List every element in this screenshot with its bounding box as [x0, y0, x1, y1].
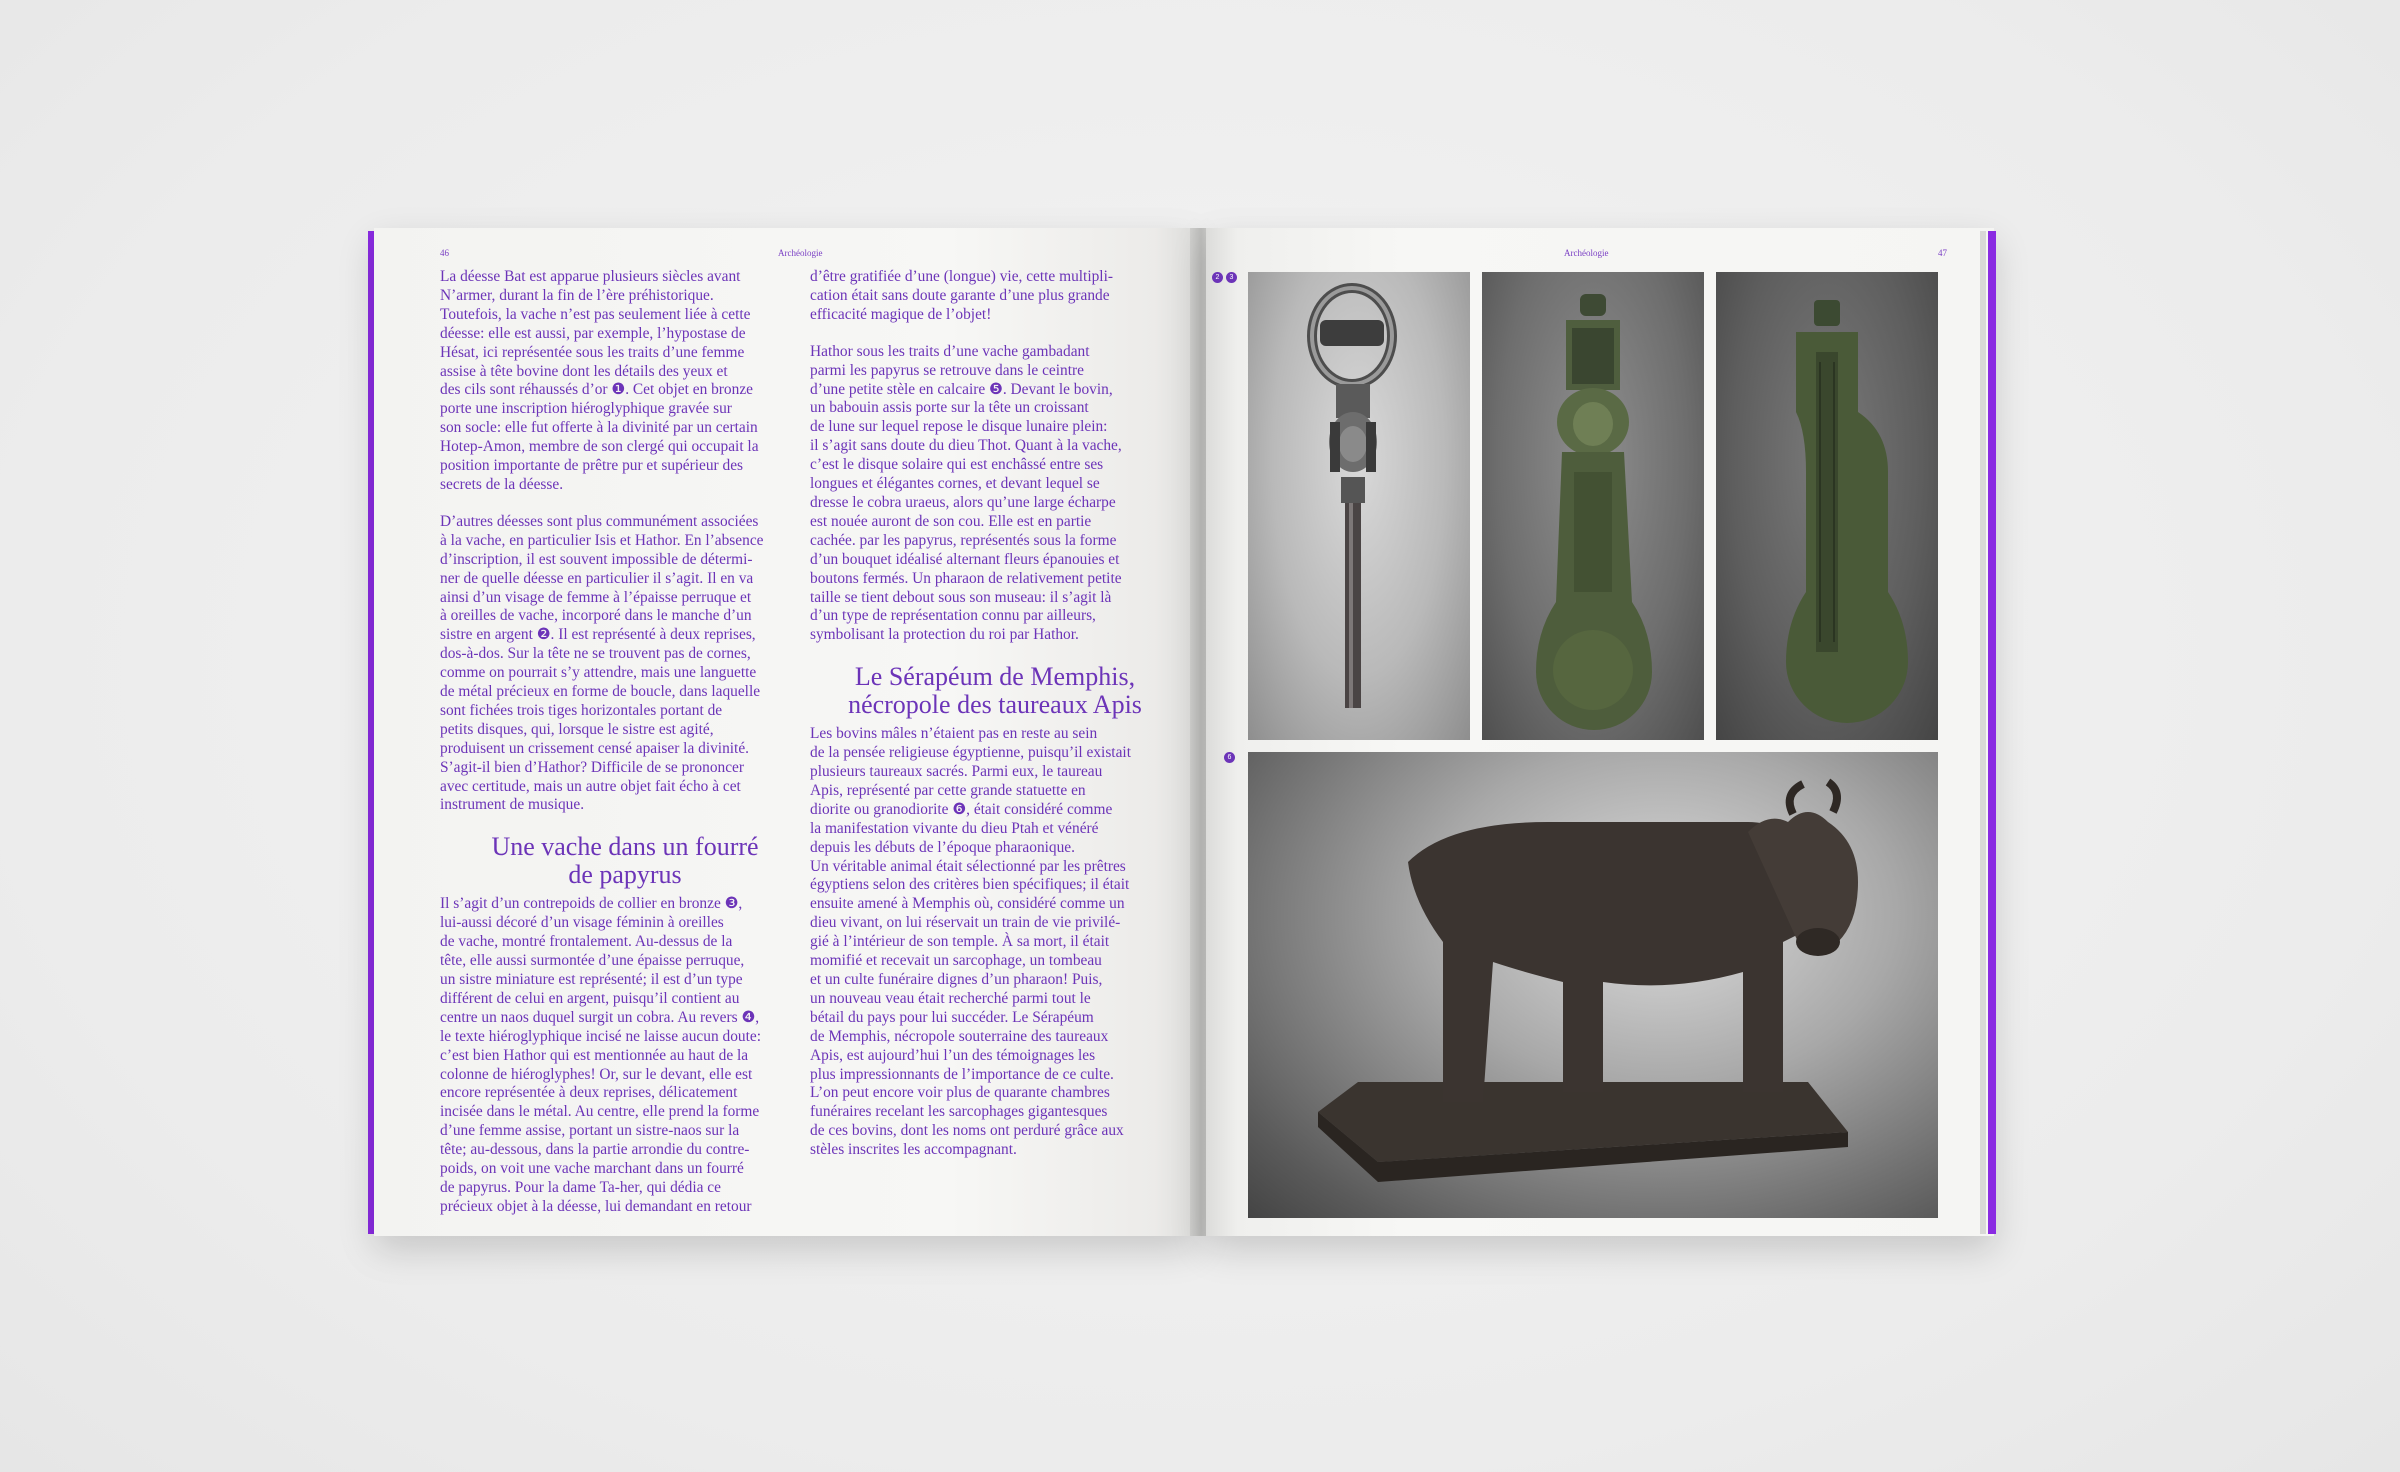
figure-number-badge: 2 [1212, 272, 1223, 283]
text-column-1 [440, 268, 810, 1235]
counterpoise-back-photo [1716, 272, 1938, 740]
paragraph: Il s’agit d’un contrepoids de collier en bronze ❸, lui-aussi décoré d’un visage féminin à oreilles de vache, montré frontalement. Au-dessus de la tête, elle aussi surmontée d’une épaisse perruque, un sistre miniature est représenté; il est d’un type différent de celui en argent, puisqu’il contient au centre un naos duquel surgit un cobra. Au revers ❹, le texte hiéroglyphique incisé ne laisse aucun doute: c’est bien Hathor qui est mentionnée au haut de la colonne de hiéroglyphes! Or, sur le devant, elle est encore représentée à deux reprises, délicatement incisée dans le métal. Au centre, elle prend la forme d’une femme assise, portant un sistre-naos sur la tête; au-dessous, dans la partie arrondie du contre- poids, on voit une vache marchant dans un fourré de papyrus. Pour la dame Ta-her, qui dédia ce précieux objet à la déesse, lui demandant en retour [440, 895, 761, 1215]
sistrum-photo [1248, 272, 1470, 740]
paragraph: D’autres déesses sont plus communément associées à la vache, en particulier Isis et Hathor. En l’absence d’inscription, il est souvent impossible de détermi- ner de quelle déesse en particulier il s’agit. Il en va ainsi d’un visage de femme à l’épaisse perruque et à oreilles de vache, incorporé dans le manche d’un sistre en argent ❷. Il est représenté à deux reprises, dos-à-dos. Sur la tête ne se trouvent pas de cornes, comme on pourrait s’y attendre, mais une languette de métal précieux en forme de boucle, dans laquelle sont fichées trois tiges horizontales portant de petits disques, qui, lorsque le sistre est agité, produisent un crissement censé apaiser la divinité. S’agit-il bien d’Hathor? Difficile de se prononcer avec certitude, mais un autre objet fait écho à cet instrument de musique. [440, 512, 764, 814]
paragraph: d’être gratifiée d’une (longue) vie, cette multipli- cation était sans doute garante d’une plus grande efficacité magique de l’objet! [810, 268, 1113, 323]
running-head-right: Archéologie [1564, 248, 1609, 258]
right-page [1206, 228, 1994, 1236]
running-head-left: Archéologie [778, 248, 823, 258]
figure-number-badge: 3 [1226, 272, 1237, 283]
bronze-counterpoise-front-image [1482, 272, 1704, 740]
silver-sistrum-image [1248, 272, 1470, 740]
section-heading: Une vache dans un fourré de papyrus [491, 832, 759, 890]
counterpoise-front-photo [1482, 272, 1704, 740]
purple-page-edge-right [1988, 231, 1996, 1234]
page-edge-right-inner [1980, 231, 1986, 1234]
text-column-2 [810, 268, 1180, 1178]
section-heading: Le Sérapéum de Memphis, nécropole des taureaux Apis [848, 662, 1142, 720]
page-number-right: 47 [1938, 248, 1947, 258]
magazine-spread [374, 228, 1994, 1236]
paragraph: Les bovins mâles n’étaient pas en reste au sein de la pensée religieuse égyptienne, puisqu’il existait plusieurs taureaux sacrés. Parmi eux, le taureau Apis, représenté par cette grande statuette en diorite ou granodiorite ❻, était considéré comme la manifestation vivante du dieu Ptah et vénéré depuis les débuts de l’époque pharaonique. Un véritable animal était sélectionné par les prêtres égyptiens selon des critères bien spécifiques; il était ensuite amené à Memphis où, considéré comme un dieu vivant, on lui réservait un train de vie privilé- gié à l’intérieur de son temple. À sa mort, il était momifié et recevait un sarcophage, un tombeau et un culte funéraire dignes d’un pharaon! Puis, un nouveau veau était recherché parmi tout le bétail du pays pour lui succéder. Le Sérapéum de Memphis, nécropole souterraine des taureaux Apis, est aujourd’hui l’un des témoignages les plus impressionnants de l’importance de ce culte. L’on peut encore voir plus de quarante chambres funéraires recelant les sarcophages gigantesques de ces bovins, dont les noms ont perduré grâce aux stèles inscrites les accompagnant. [810, 725, 1131, 1159]
paragraph: Hathor sous les traits d’une vache gambadant parmi les papyrus se retrouve dans le ceintre d’une petite stèle en calcaire ❺. Devant le bovin, un babouin assis porte sur la tête un croissant de lune sur lequel repose le disque lunaire plein: il s’agit sans doute du dieu Thot. Quant à la vache, c’est le disque solaire qui est enchâssé entre ses longues et élégantes cornes, et devant lequel se dresse le cobra uraeus, alors qu’une large écharpe est nouée auront de son cou. Elle est en partie cachée. par les papyrus, représentés sous la forme d’un bouquet idéalisé alternant fleurs épanouies et boutons fermés. Un pharaon de relativement petite taille se tient debout sous son museau: il s’agit là d’un type de représentation connu par ailleurs, symbolisant la protection du roi par Hathor. [810, 342, 1122, 644]
bronze-counterpoise-back-image [1716, 272, 1938, 740]
left-page [374, 228, 1196, 1236]
figure-number-badge: 6 [1224, 752, 1235, 763]
apis-bull-statue-image [1248, 752, 1938, 1218]
page-number-left: 46 [440, 248, 449, 258]
paragraph: La déesse Bat est apparue plusieurs siècles avant N’armer, durant la fin de l’ère préhistorique. Toutefois, la vache n’est pas seulement liée à cette déesse: elle est aussi, par exemple, l’hypostase de Hésat, ici représentée sous les traits d’une femme assise à tête bovine dont les détails des yeux et des cils sont réhaussés d’or ❶. Cet objet en bronze porte une inscription hiéroglyphique gravée sur son socle: elle fut offerte à la divinité par un certain Hotep-Amon, membre de son clergé qui occupait la position importante de prêtre pur et supérieur des secrets de la déesse. [440, 268, 759, 493]
apis-bull-photo [1248, 752, 1938, 1218]
